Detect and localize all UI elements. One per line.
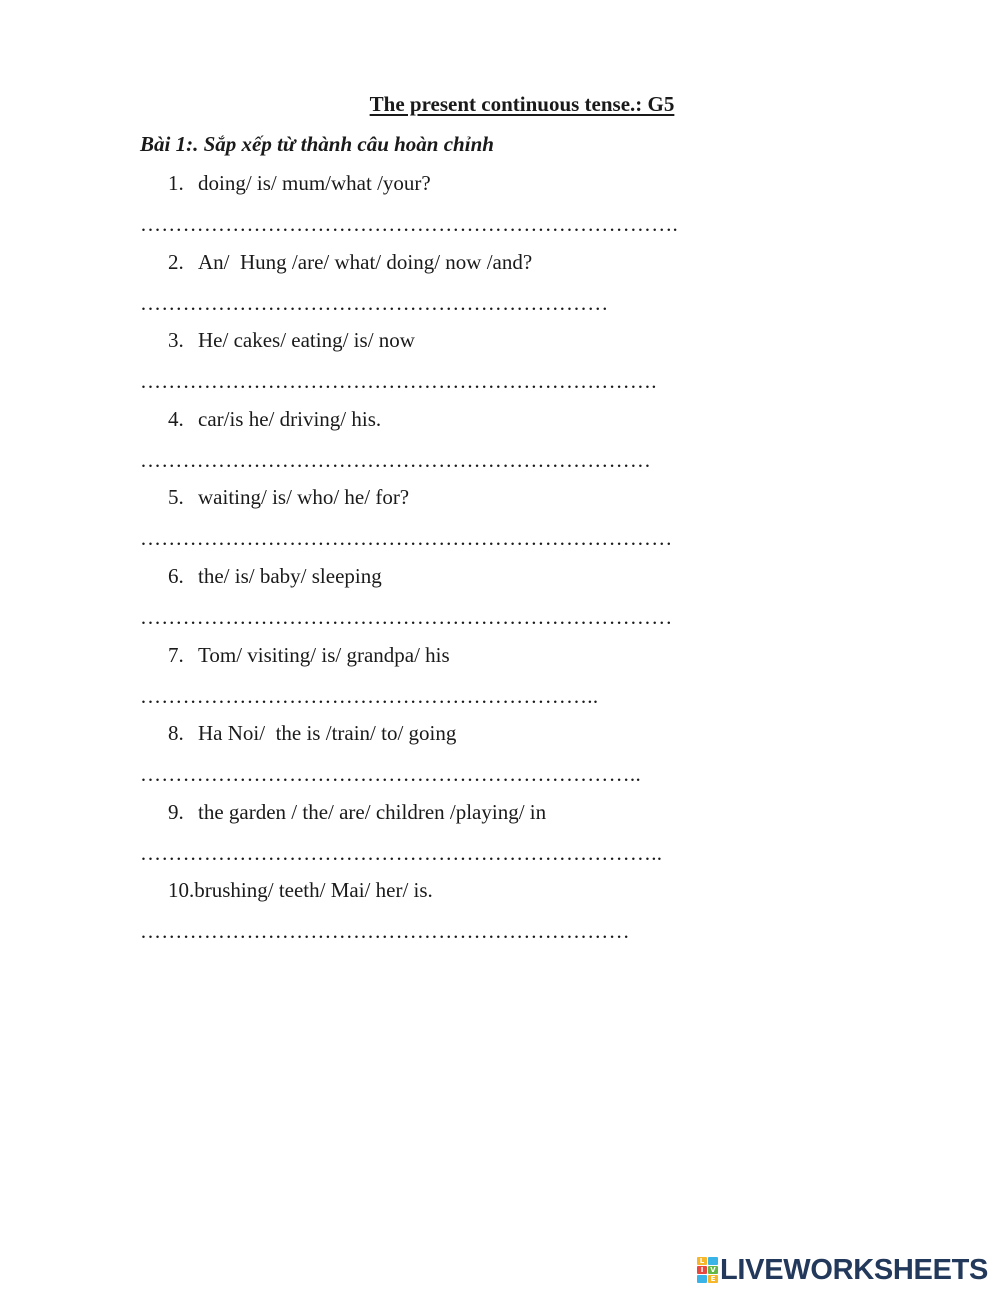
answer-line-9[interactable]: ……………………………………………………………….. [140,841,663,865]
question-number: 2. [168,250,184,274]
question-text: the/ is/ baby/ sleeping [198,564,382,588]
question-text: car/is he/ driving/ his. [198,407,382,431]
question-4 [168,407,381,432]
logo-mark-icon [697,1257,718,1283]
logo-mark-cell: V [708,1266,718,1274]
liveworksheets-logo [697,1256,988,1284]
question-1 [168,171,431,196]
question-number: 6. [168,564,184,588]
question-8 [168,721,456,746]
question-6 [168,564,382,589]
question-text: doing/ is/ mum/what /your? [198,171,431,195]
question-text: the garden / the/ are/ children /playing/ in [198,800,547,824]
answer-line-10[interactable]: …………………………………………………………… [140,919,630,943]
question-9 [168,800,546,825]
question-text: brushing/ teeth/ Mai/ her/ is. [194,878,433,902]
question-number: 3. [168,328,184,352]
logo-mark-cell: L [697,1257,707,1265]
question-number: 10. [168,878,195,902]
answer-line-4[interactable]: ……………………………………………………………… [140,448,652,472]
question-number: 9. [168,800,184,824]
logo-mark-cell: I [697,1266,707,1274]
question-number: 7. [168,643,184,667]
page-title: The present continuous tense.: G5 [369,92,675,116]
logo-mark-cell: E [708,1275,718,1283]
question-number: 8. [168,721,184,745]
question-number: 4. [168,407,184,431]
question-text: Tom/ visiting/ is/ grandpa/ his [198,643,450,667]
answer-line-5[interactable]: ………………………………………………………………… [140,526,673,550]
answer-line-1[interactable]: …………………………………………………………………. [140,212,679,236]
question-10 [168,878,433,903]
answer-line-6[interactable]: ………………………………………………………………… [140,605,673,629]
question-text: He/ cakes/ eating/ is/ now [198,328,415,352]
answer-line-7[interactable]: ……………………………………………………….. [140,684,599,708]
question-text: Ha Noi/ the is /train/ to/ going [198,721,457,745]
question-text: An/ Hung /are/ what/ doing/ now /and? [198,250,533,274]
logo-text: LIVEWORKSHEETS [720,1254,989,1286]
answer-line-3[interactable]: ………………………………………………………………. [140,369,657,393]
question-text: waiting/ is/ who/ he/ for? [198,485,410,509]
question-2 [168,250,532,275]
question-3 [168,328,415,353]
question-number: 1. [168,171,184,195]
logo-mark-cell [708,1257,718,1265]
question-7 [168,643,450,668]
answer-line-2[interactable]: ………………………………………………………… [140,291,609,315]
exercise-heading: Bài 1:. Sắp xếp từ thành câu hoàn chỉnh [140,132,494,156]
question-5 [168,485,409,510]
answer-line-8[interactable]: …………………………………………………………….. [140,762,641,786]
logo-mark-cell [697,1275,707,1283]
question-number: 5. [168,485,184,509]
